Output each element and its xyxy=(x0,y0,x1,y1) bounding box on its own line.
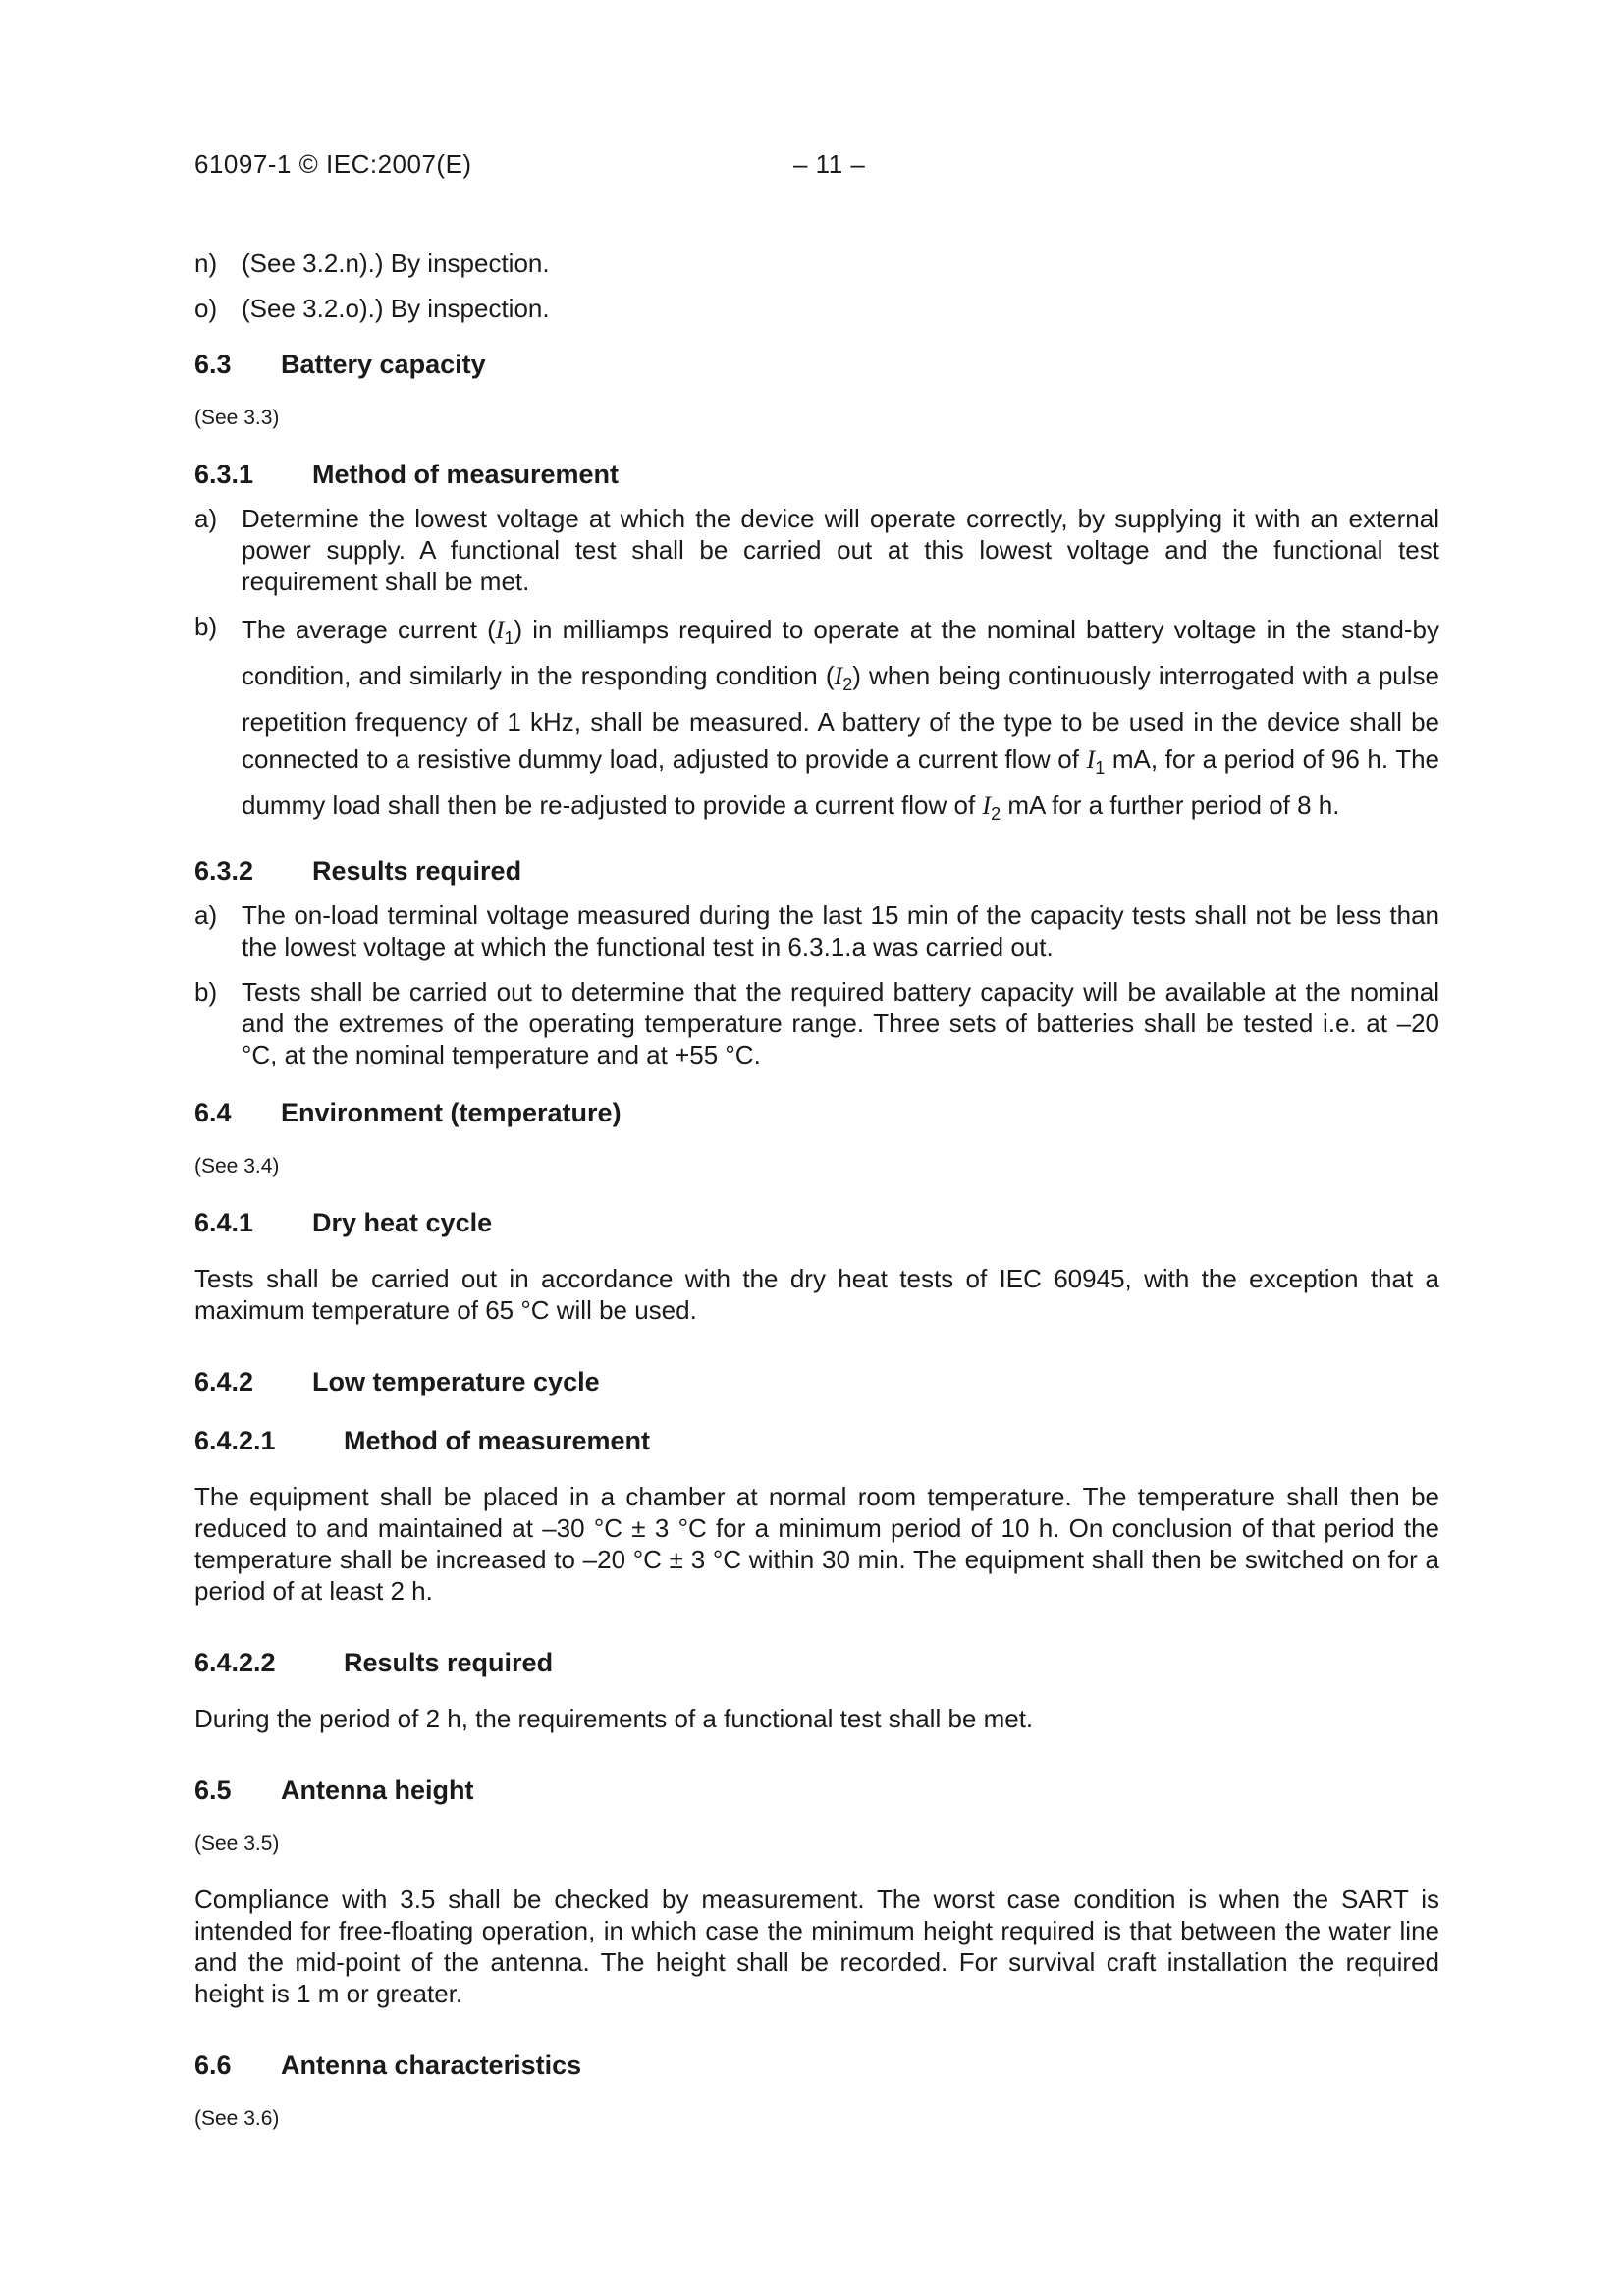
document-page xyxy=(194,149,1439,2133)
section-heading-6-4-2-2 xyxy=(194,1646,1439,1679)
section-title: Battery capacity xyxy=(281,350,486,379)
section-number: 6.4.2.2 xyxy=(194,1648,276,1677)
section-heading-6-4-2-1 xyxy=(194,1424,1439,1457)
list-label: o) xyxy=(194,294,218,323)
section-number: 6.4.2 xyxy=(194,1367,254,1396)
list-label: b) xyxy=(194,612,218,641)
section-number: 6.4.2.1 xyxy=(194,1426,276,1455)
section-title: Results required xyxy=(344,1648,554,1677)
current-symbol: I xyxy=(834,662,843,690)
see-reference: (See 3.5) xyxy=(194,1832,280,1855)
list-label: a) xyxy=(194,901,218,930)
section-title: Results required xyxy=(312,856,522,886)
page-number: – 11 – xyxy=(793,149,866,179)
document-reference: 61097-1 © IEC:2007(E) xyxy=(194,149,472,179)
section-number: 6.3.1 xyxy=(194,460,254,489)
list-item-b xyxy=(194,976,1439,1070)
list-text: Determine the lowest voltage at which the device will operate correctly, by supplying it with an external power supply. A functional test shall be carried out at this lowest voltage and the functional test requirement shall be met. xyxy=(242,504,1439,596)
section-heading-6-4-2 xyxy=(194,1365,1439,1398)
section-title: Low temperature cycle xyxy=(312,1367,600,1396)
section-heading-6-3-1 xyxy=(194,458,1439,491)
list-text: The average current $(I_1)$ in milliamps required to operate at the nominal battery voltage in the stand-by condition, and similarly in the responding condition $(I_2)$ when being continuously interrogated with a pulse repetition frequency of 1 kHz, shall be measured. A battery of the type to be used in the device shall be connected to a resistive dummy load, adjusted to provide a current flow of $I_1$ mA, for a period of 96 h. The dummy load shall then be re-adjusted to provide a current flow of $I_2$ mA for a further period of 8 h. xyxy=(242,615,1440,824)
section-heading-6-4-1 xyxy=(194,1206,1439,1239)
list-item-b xyxy=(194,611,1439,833)
list-text: The on-load terminal voltage measured during the last 15 min of the capacity tests shall not be less than the lowest voltage at which the functional test in 6.3.1.a was carried out. xyxy=(242,901,1439,961)
section-title: Dry heat cycle xyxy=(312,1208,493,1237)
list-label: a) xyxy=(194,504,218,533)
current-symbol: I xyxy=(1086,745,1096,774)
section-number: 6.3 xyxy=(194,350,232,379)
page-header xyxy=(194,149,1439,196)
list-label: b) xyxy=(194,977,218,1007)
section-title: Method of measurement xyxy=(344,1426,651,1455)
paragraph: Tests shall be carried out in accordance with the dry heat tests of IEC 60945, with the exception that a maximum temperature of 65 °C will be used. xyxy=(194,1264,1439,1325)
section-heading-6-6 xyxy=(194,2049,1439,2082)
section-title: Method of measurement xyxy=(312,460,620,489)
section-heading-6-4 xyxy=(194,1096,1439,1129)
list-text: (See 3.2.n).) By inspection. xyxy=(242,248,550,278)
section-number: 6.4.1 xyxy=(194,1208,254,1237)
section-number: 6.4 xyxy=(194,1098,232,1127)
section-heading-6-3 xyxy=(194,348,1439,381)
see-reference: (See 3.3) xyxy=(194,407,280,429)
section-number: 6.6 xyxy=(194,2050,232,2080)
list-item-a xyxy=(194,503,1439,597)
paragraph: Compliance with 3.5 shall be checked by measurement. The worst case condition is when the SART is intended for free-floating operation, in which case the minimum height required is that between the water line and the mid-point of the antenna. The height shall be recorded. For survival craft installation the required height is 1 m or greater. xyxy=(194,1885,1439,2008)
section-title: Antenna height xyxy=(281,1776,474,1805)
current-symbol: I xyxy=(495,616,505,644)
list-text: Tests shall be carried out to determine that the required battery capacity will be available at the nominal and the extremes of the operating temperature range. Three sets of batteries shall be tested i.e. at –20 °C, at the nominal temperature and at +55 °C. xyxy=(242,977,1439,1069)
list-item-o xyxy=(194,293,1439,324)
list-item-a xyxy=(194,900,1439,962)
paragraph: During the period of 2 h, the requirements of a functional test shall be met. xyxy=(194,1704,1034,1733)
section-title: Environment (temperature) xyxy=(281,1098,622,1127)
section-heading-6-5 xyxy=(194,1774,1439,1807)
paragraph: The equipment shall be placed in a chamber at normal room temperature. The temperature shall then be reduced to and maintained at –30 °C ± 3 °C for a minimum period of 10 h. On conclusion of that period the temperature shall be increased to –20 °C ± 3 °C within 30 min. The equipment shall then be switched on for a period of at least 2 h. xyxy=(194,1482,1439,1606)
section-title: Antenna characteristics xyxy=(281,2050,582,2080)
see-reference: (See 3.4) xyxy=(194,1155,280,1177)
see-reference: (See 3.6) xyxy=(194,2107,280,2130)
section-heading-6-3-2 xyxy=(194,854,1439,888)
section-number: 6.3.2 xyxy=(194,856,254,886)
list-item-n xyxy=(194,247,1439,279)
list-label: n) xyxy=(194,248,218,278)
section-number: 6.5 xyxy=(194,1776,232,1805)
list-text: (See 3.2.o).) By inspection. xyxy=(242,294,550,323)
current-symbol: I xyxy=(982,792,992,820)
